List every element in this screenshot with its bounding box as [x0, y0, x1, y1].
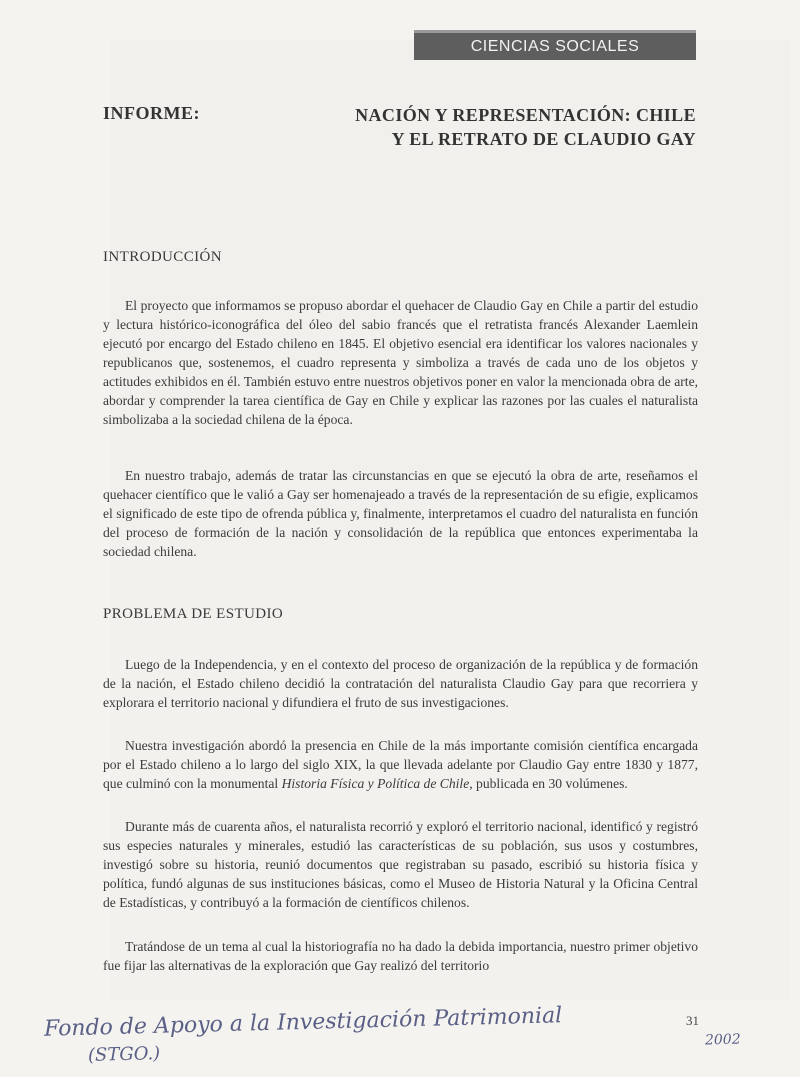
problem-paragraph-3: Durante más de cuarenta años, el naturalista recorrió y exploró el territorio nacional, identificó y registró sus especies naturales y minerales, estudió las características de su población, sus usos y costumbres, investigó sobre su historia, reunió documentos que registraban su pasado, escribió su historia física y política, fundó algunas de sus instituciones básicas, como el Museo de Historia Natural y la Oficina Central de Estadísticas, y contribuyó a la formación de científicos chilenos.	[103, 819, 698, 910]
problem-paragraph-4: Tratándose de un tema al cual la historiografía no ha dado la debida importancia, nuestro primer objetivo fue fijar las alternativas de la exploración que Gay realizó del territorio	[103, 939, 698, 973]
intro-paragraph-1: El proyecto que informamos se propuso abordar el quehacer de Claudio Gay en Chile a partir del estudio y lectura histórico-iconográfica del óleo del sabio francés que el retratista francés Alexander Laemlein ejecutó por encargo del Estado chileno en 1845. El objetivo esencial era identificar los valores nacionales y republicanos que, sostenemos, el cuadro representa y simboliza a través de cada uno de los objetos y actitudes exhibidos en él. También estuvo entre nuestros objetivos poner en valor la mencionada obra de arte, abordar y comprender la tarea científica de Gay en Chile y explicar las razones por las cuales el naturalista simbolizaba a la sociedad chilena de la época.	[103, 298, 698, 427]
handwritten-note: Fondo de Apoyo a la Investigación Patrimonial	[43, 1003, 563, 1042]
intro-paragraph-2: En nuestro trabajo, además de tratar las circunstancias en que se ejecutó la obra de arte, reseñamos el quehacer científico que le valió a Gay ser homenajeado a través de la representación de su efigie, explicamos el significado de este tipo de ofrenda pública y, finalmente, interpretamos el cuadro del naturalista en función del proceso de formación de la nación y consolidación de la república que entonces experimentaba la sociedad chilena.	[103, 468, 698, 559]
problem-paragraph-1: Luego de la Independencia, y en el contexto del proceso de organización de la república y de formación de la nación, el Estado chileno decidió la contratación del naturalista Claudio Gay para que recorriera y explorara el territorio nacional y difundiera el fruto de sus investigaciones.	[103, 657, 698, 710]
handwritten-year: 2002	[704, 1031, 741, 1049]
page-number: 31	[686, 1013, 699, 1028]
section-tag: CIENCIAS SOCIALES	[414, 30, 696, 60]
problem-paragraph-2	[103, 736, 698, 793]
section-heading-introduccion: INTRODUCCIÓN	[103, 249, 222, 265]
problem-paragraph-2-tail: , publicada en 30 volúmenes.	[469, 776, 628, 791]
report-title	[296, 103, 696, 151]
problem-paragraph-2-text: Nuestra investigación abordó la presencia en Chile de la más importante comisión científica encargada por el Estado chileno a lo largo del siglo XIX, la que llevada adelante por Claudio Gay entre 1830 y 1877, que culminó con la monumental	[103, 738, 698, 791]
report-title-line-2: Y EL RETRATO DE CLAUDIO GAY	[391, 129, 696, 149]
handwritten-city: (STGO.)	[87, 1043, 161, 1066]
book-title: Historia Física y Política de Chile	[281, 776, 470, 791]
report-title-line-1: NACIÓN Y REPRESENTACIÓN: CHILE	[355, 105, 696, 125]
section-heading-problema: PROBLEMA DE ESTUDIO	[103, 606, 284, 622]
report-label: INFORME:	[103, 103, 200, 123]
